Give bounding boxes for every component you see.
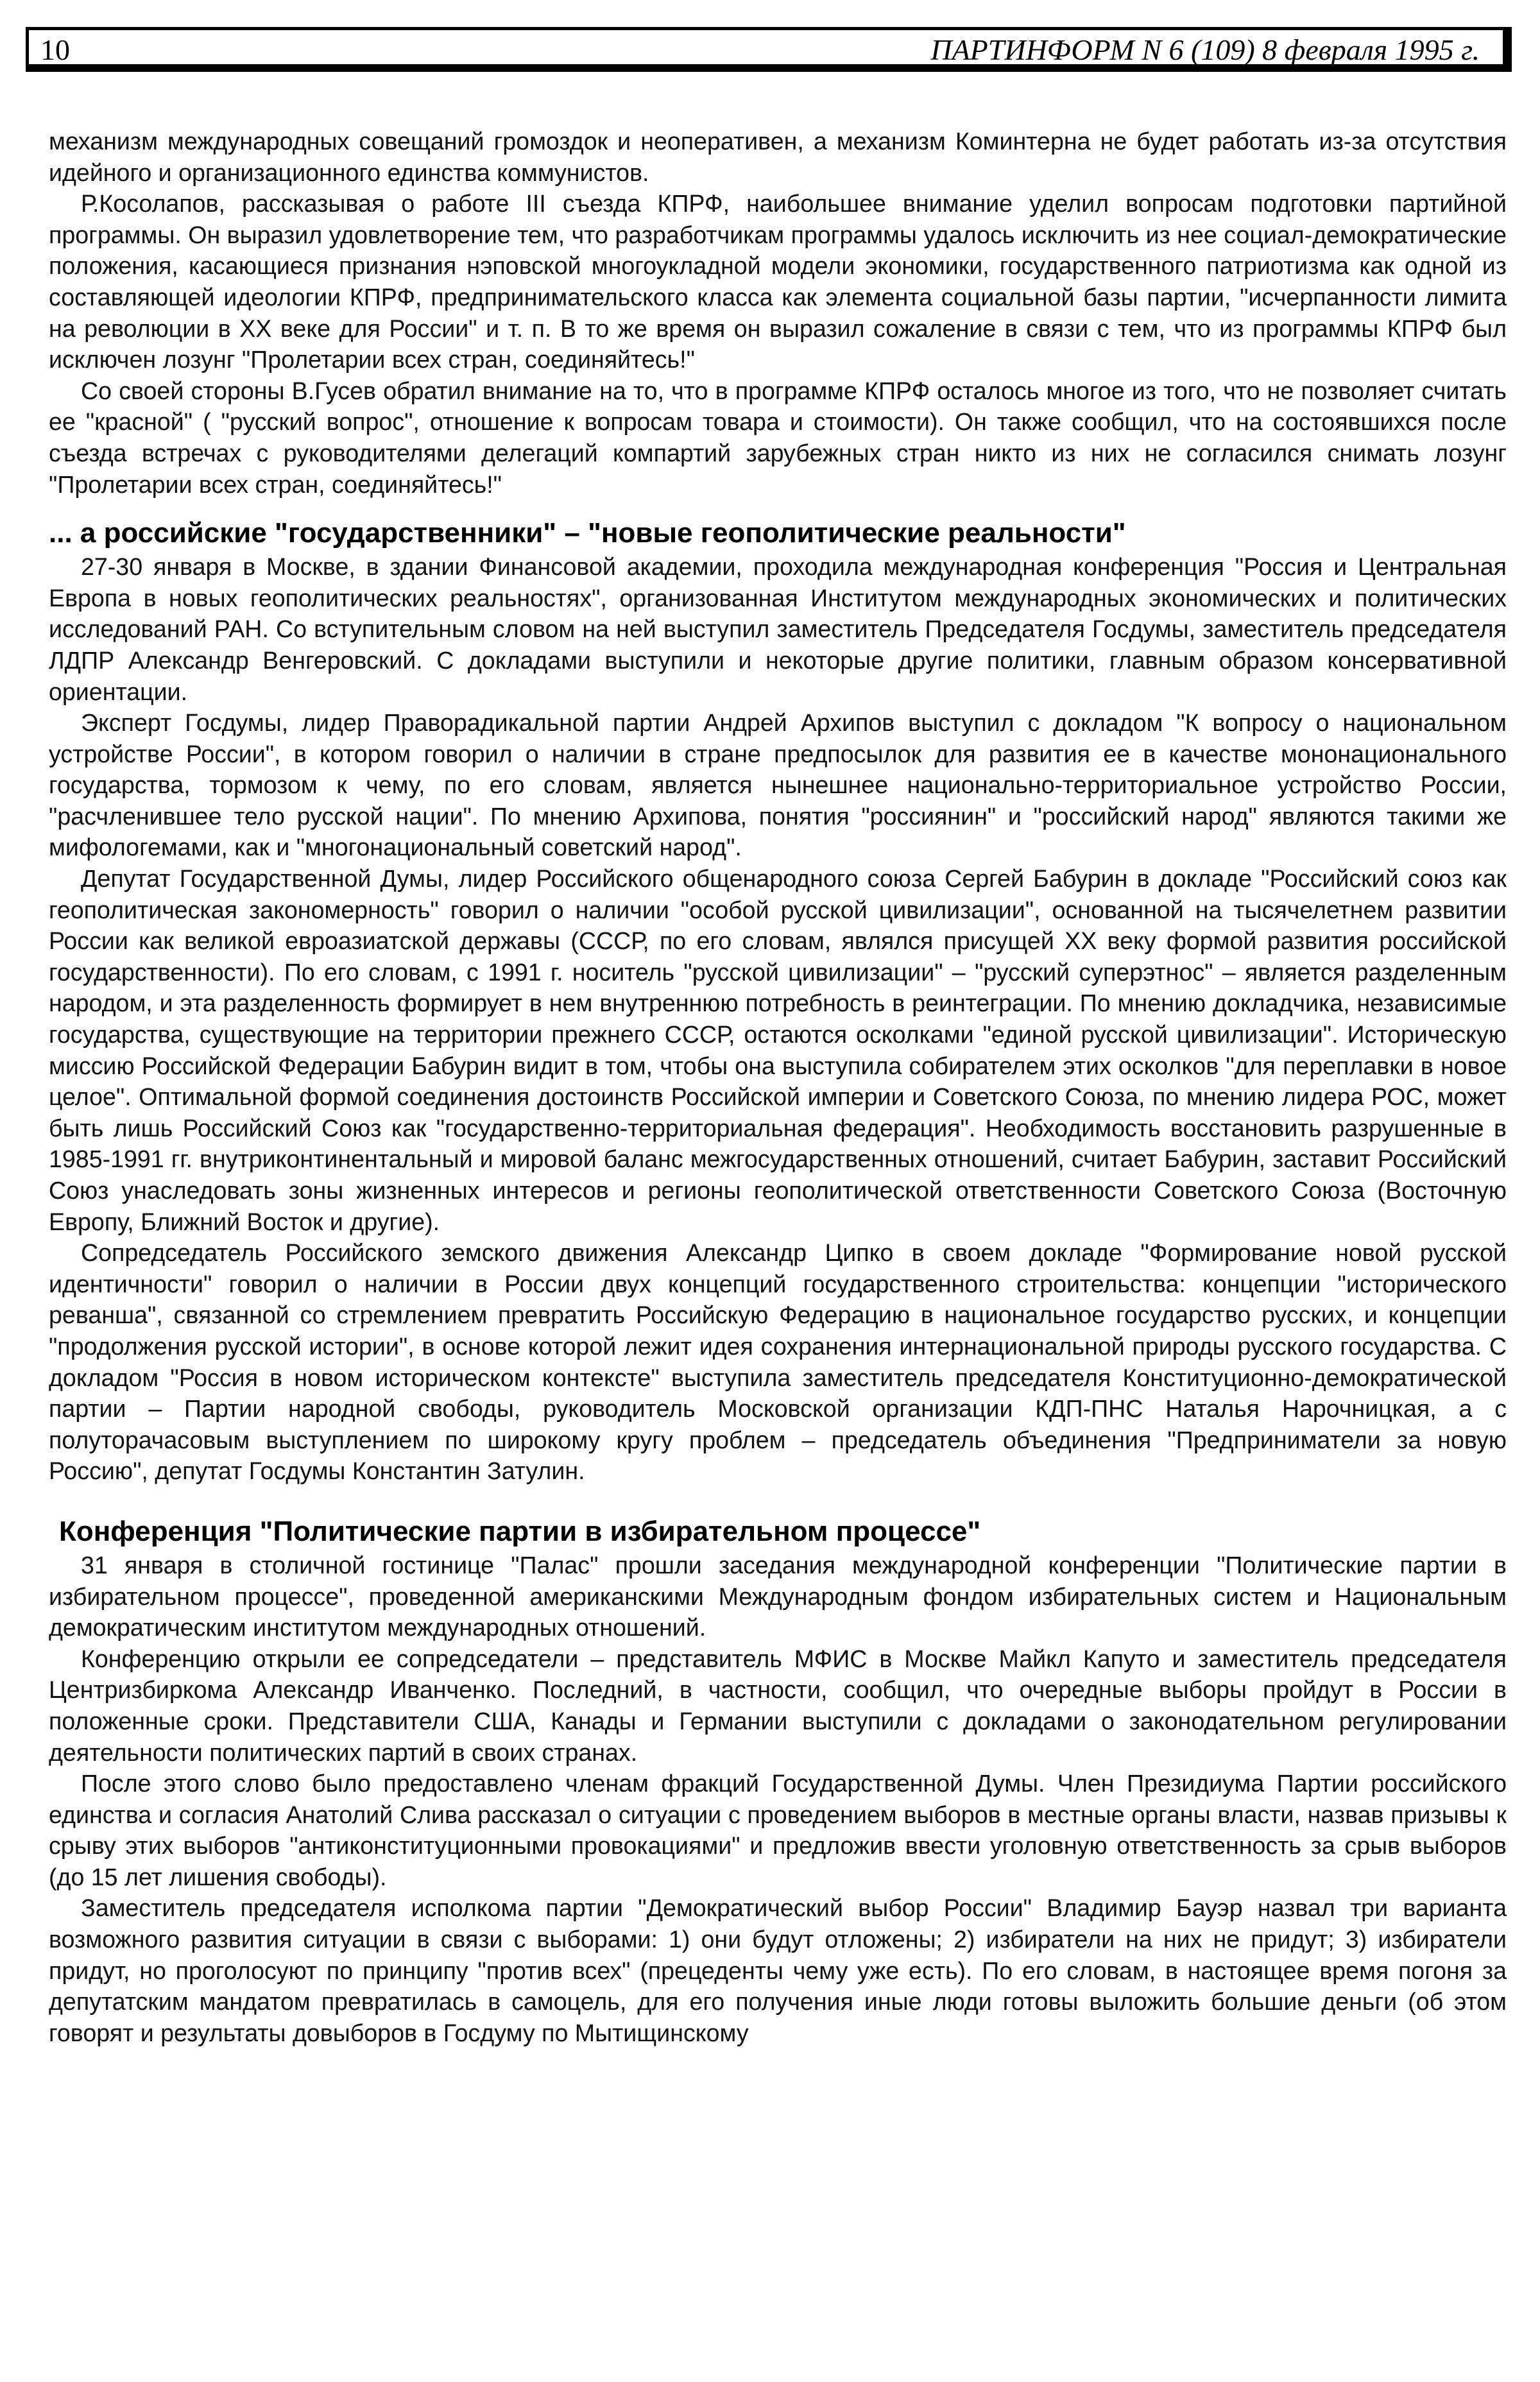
paragraph: Конференцию открыли ее сопредседатели – представитель МФИС в Москве Майкл Капуто и заместитель председателя Центризбиркома Александр Иванченко. Последний, в частности, сообщил, что очередные выборы пройдут в России в положенные сроки. Представители США, Канады и Германии выступили с докладами о законодательном регулировании деятельности политических партий в своих странах.	[49, 1645, 1507, 1766]
paragraph: Со своей стороны В.Гусев обратил внимание на то, что в программе КПРФ осталось многое из того, что не позволяет считать ее "красной" ( "русский вопрос", отношение к вопросам товара и стоимости). Он также сообщил, что на состоявшихся после съезда встречах с руководителями делегаций компартий зарубежных стран никто из них не согласился снимать лозунг "Пролетарии всех стран, соединяйтесь!"	[49, 377, 1507, 498]
page-number: 10	[40, 33, 70, 66]
paragraph: Сопредседатель Российского земского движения Александр Ципко в своем докладе "Формирование новой русской идентичности" говорил о наличии в России двух концепций государственного строительства: концепции "исторического реванша", связанной со стремлением превратить Российскую Федерацию в национальное государство русских, и концепции "продолжения русской истории", в основе которой лежит идея сохранения интернациональной природы русского государства. С докладом "Россия в новом историческом контексте" выступила заместитель председателя Конституционно-демократической партии – Партии народной свободы, руководитель Московской организации КДП-ПНС Наталья Нарочницкая, а с полуторачасовым выступлением по широкому кругу проблем – председатель объединения "Предприниматели за новую Россию", депутат Госдумы Константин Затулин.	[49, 1239, 1507, 1485]
paragraph: 27-30 января в Москве, в здании Финансовой академии, проходила международная конференция "Россия и Центральная Европа в новых геополитических реальностях", организованная Институтом международных экономических и политических исследований РАН. Со вступительным словом на ней выступил заместитель Председателя Госдумы, заместитель председателя ЛДПР Александр Венгеровский. С докладами выступили и некоторые другие политики, главным образом консервативной ориентации.	[49, 553, 1507, 705]
paragraph: Депутат Государственной Думы, лидер Российского общенародного союза Сергей Бабурин в докладе "Российский союз как геополитическая закономерность" говорил о наличии "особой русской цивилизации", основанной на тысячелетнем развитии России как великой евроазиатской державы (СССР, по его словам, являлся присущей XX веку формой развития российской государственности). По его словам, с 1991 г. носитель "русской цивилизации" – "русский суперэтнос" – является разделенным народом, и эта разделенность формирует в нем внутреннюю потребность в реинтеграции. По мнению докладчика, независимые государства, существующие на территории прежнего СССР, остаются осколками "единой русской цивилизации". Историческую миссию Российской Федерации Бабурин видит в том, чтобы она выступила собирателем этих осколков "для переплавки в новое целое". Оптимальной формой соединения достоинств Российской империи и Советского Союза, по мнению лидера РОС, может быть лишь Российский Союз как "государственно-территориальная федерация". Необходимость восстановить разрушенные в 1985-1991 гг. внутриконтинентальный и мировой баланс межгосударственных отношений, считает Бабурин, заставит Российский Союз унаследовать зоны жизненных интересов и регионы геополитической ответственности Советского Союза (Восточную Европу, Ближний Восток и другие).	[49, 865, 1507, 1235]
paragraph: Р.Косолапов, рассказывая о работе III съезда КПРФ, наибольшее внимание уделил вопросам подготовки партийной программы. Он выразил удовлетворение тем, что разработчикам программы удалось исключить из нее социал-демократические положения, касающиеся признания нэповской многоукладной модели экономики, государственного патриотизма как одной из составляющей идеологии КПРФ, предпринимательского класса как элемента социальной базы партии, "исчерпанности лимита на революции в XX веке для России" и т. п. В то же время он выразил сожаление в связи с тем, что из программы КПРФ был исключен лозунг "Пролетарии всех стран, соединяйтесь!"	[49, 190, 1507, 373]
paragraph: механизм международных совещаний громоздок и неоперативен, а механизм Коминтерна не будет работать из-за отсутствия идейного и организационного единства коммунистов.	[49, 128, 1507, 186]
page-header	[26, 27, 1512, 72]
section-heading: Конференция "Политические партии в избирательном процессе"	[59, 1515, 981, 1547]
paragraph: После этого слово было предоставлено членам фракций Государственной Думы. Член Президиума Партии российского единства и согласия Анатолий Слива рассказал о ситуации с проведением выборов в местные органы власти, назвав призывы к срыву этих выборов "антиконституционными провокациями" и предложив ввести уголовную ответственность за срыв выборов (до 15 лет лишения свободы).	[49, 1770, 1507, 1890]
paragraph: Эксперт Госдумы, лидер Праворадикальной партии Андрей Архипов выступил с докладом "К вопросу о национальном устройстве России", в котором говорил о наличии в стране предпосылок для развития ее в качестве мононационального государства, тормозом к чему, по его словам, является нынешнее национально-территориальное устройство России, "расчленившее тело русской нации". По мнению Архипова, понятия "россиянин" и "российский народ" являются такими же мифологемами, как и "многонациональный советский народ".	[49, 709, 1507, 861]
section-heading: ... а российские "государственники" – "новые геополитические реальности"	[49, 517, 1126, 549]
paragraph: 31 января в столичной гостинице "Палас" прошли заседания международной конференции "Политические партии в избирательном процессе", проведенной американскими Международным фондом избирательных систем и Национальным демократическим институтом международных отношений.	[49, 1551, 1507, 1641]
publication-title: ПАРТИНФОРМ N 6 (109) 8 февраля 1995 г.	[930, 33, 1480, 66]
article-body	[49, 126, 1507, 2048]
paragraph: Заместитель председателя исполкома партии "Демократический выбор России" Владимир Бауэр назвал три варианта возможного развития ситуации в связи с выборами: 1) они будут отложены; 2) избиратели на них не придут; 3) избиратели придут, но проголосуют по принципу "против всех" (прецеденты чему уже есть). По его словам, в настоящее время погоня за депутатским мандатом превратилась в самоцель, для его получения иные люди готовы выложить большие деньги (об этом говорят и результаты довыборов в Госдуму по Мытищинскому	[49, 1894, 1507, 2046]
